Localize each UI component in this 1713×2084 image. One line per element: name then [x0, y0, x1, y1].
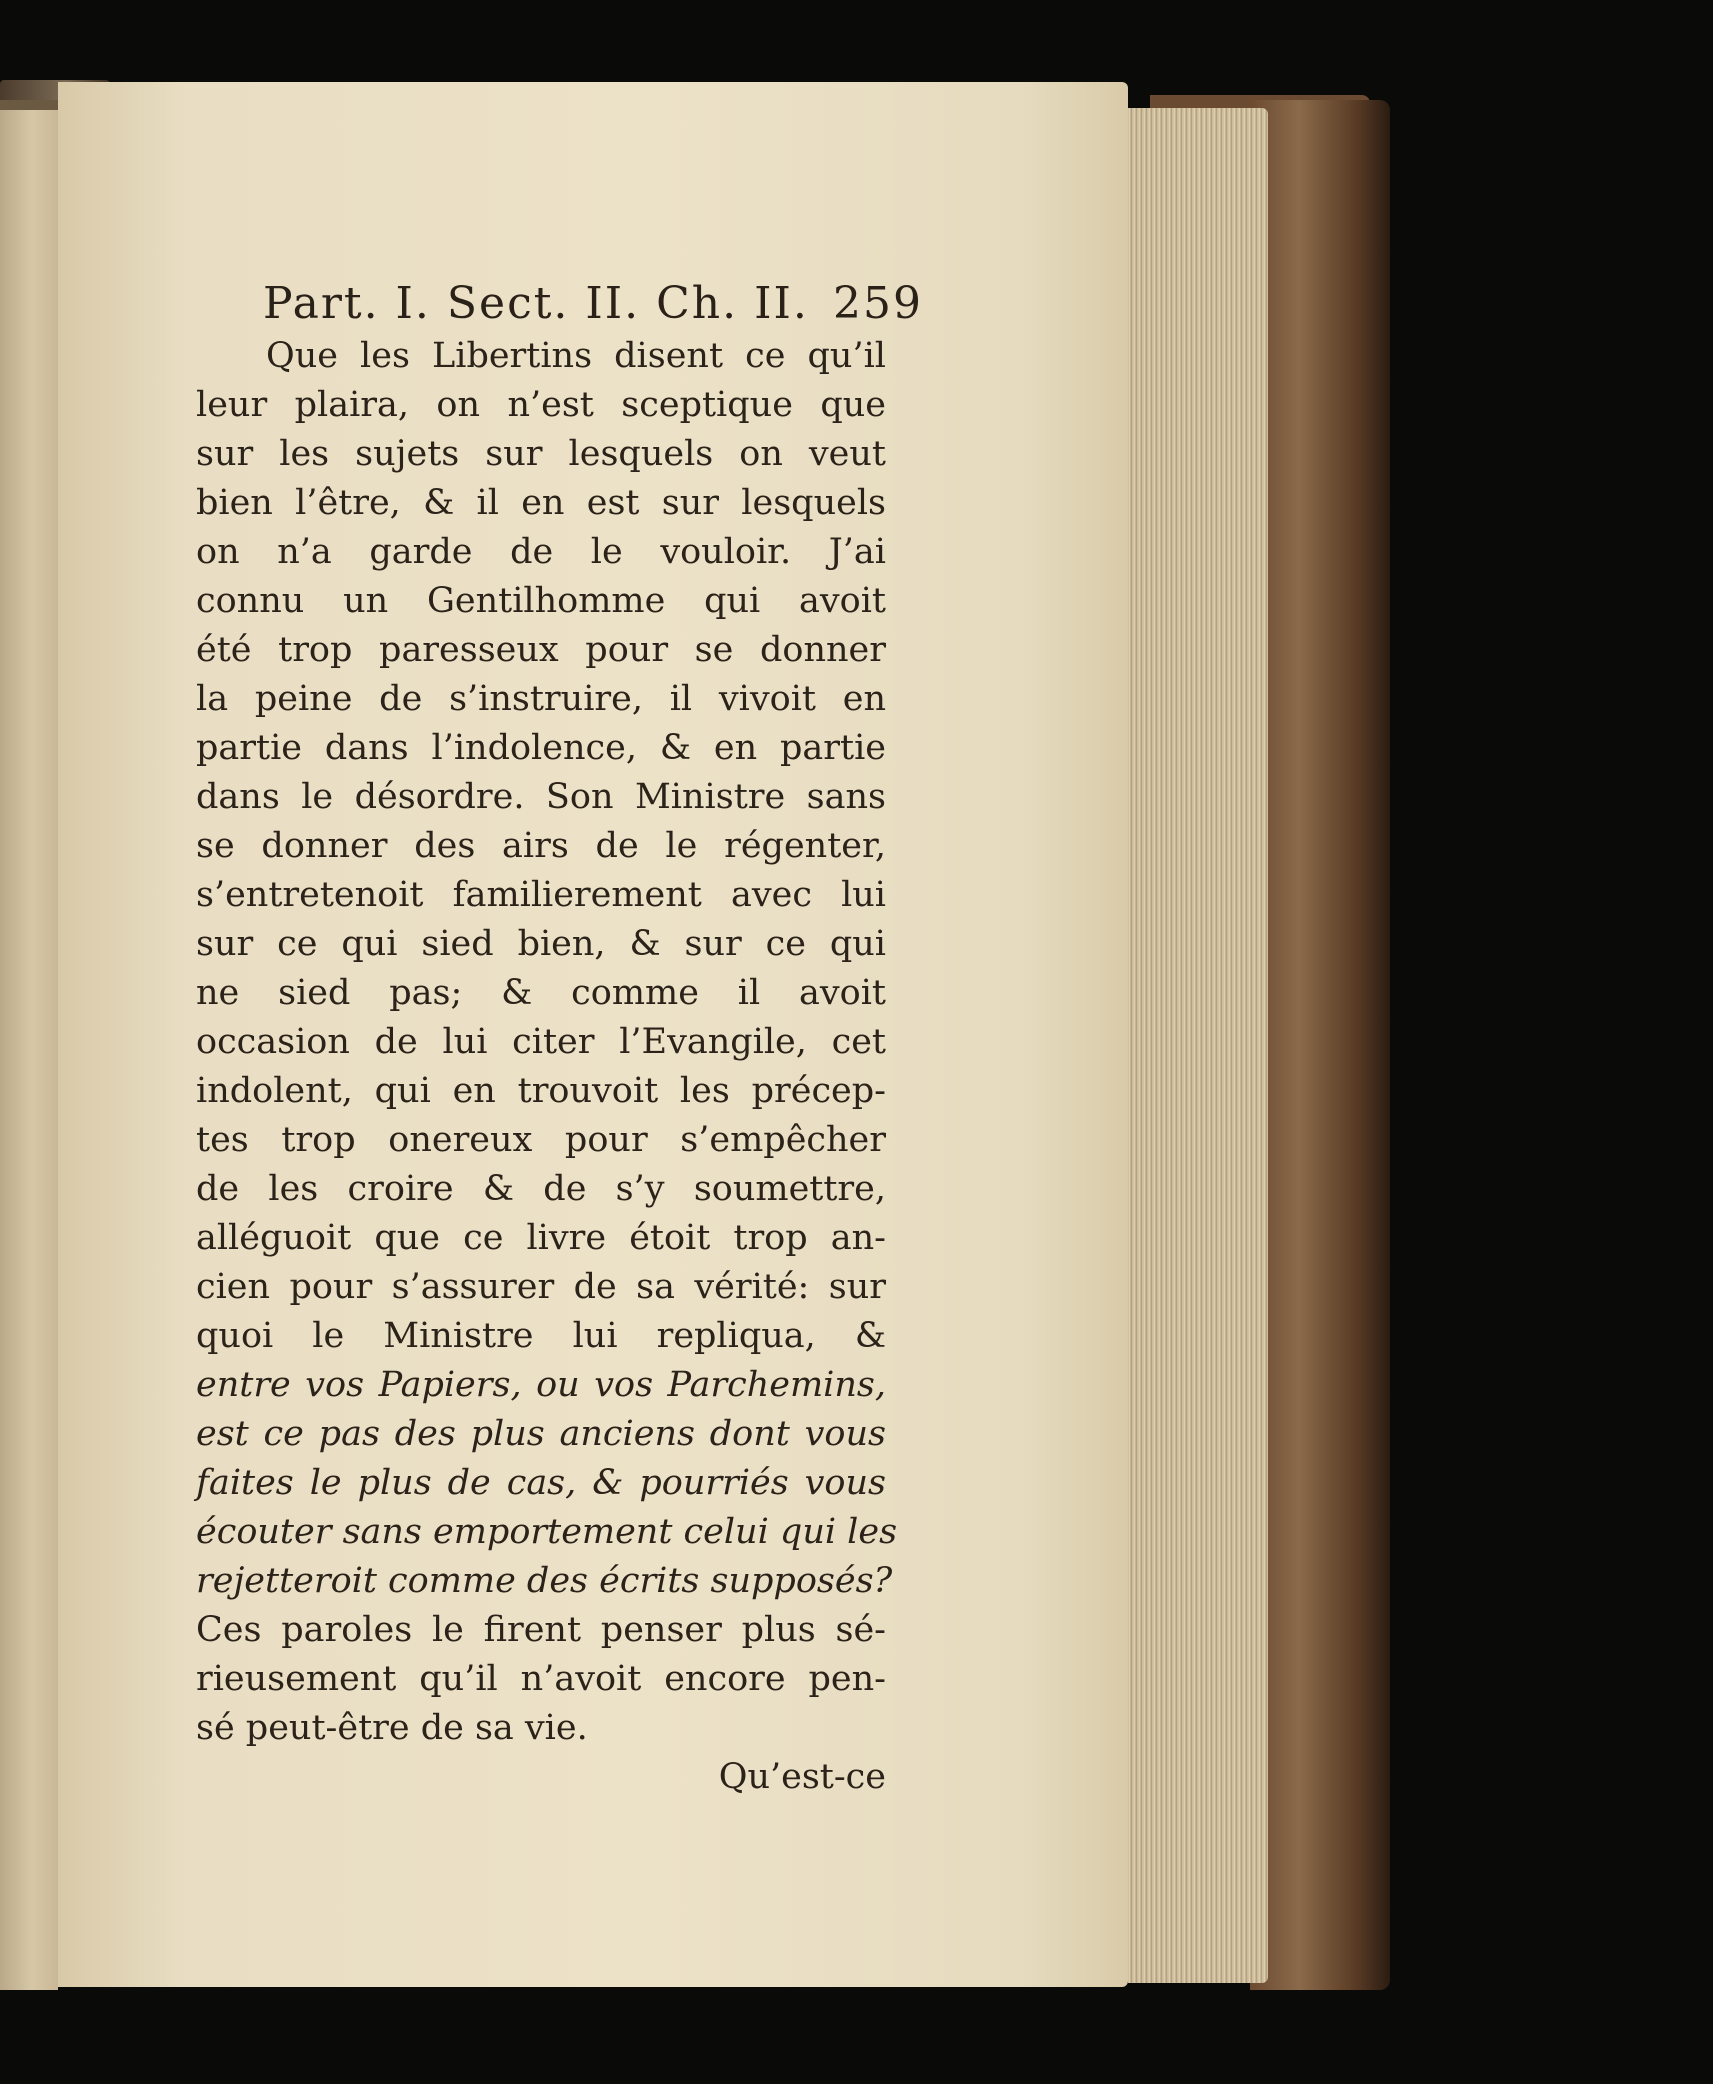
text-line: leur plaira, on n’est sceptique que — [196, 385, 886, 425]
text-line: occasion de lui citer l’Evangile, cet — [196, 1022, 886, 1062]
text-line: connu un Gentilhomme qui avoit — [196, 581, 886, 621]
running-title: Part. I. Sect. II. Ch. II. — [263, 278, 809, 329]
italic-text-line: entre vos Papiers, ou vos Parchemins, — [196, 1365, 886, 1405]
text-line: Ces paroles le firent penser plus sé- — [196, 1610, 886, 1650]
text-line: cien pour s’assurer de sa vérité: sur — [196, 1267, 886, 1307]
catchword: Qu’est-ce — [718, 1757, 886, 1797]
italic-text-line: est ce pas des plus anciens dont vous — [196, 1414, 886, 1454]
page-number: 259 — [833, 278, 923, 329]
text-line: de les croire & de s’y soumettre, — [196, 1169, 886, 1209]
text-line: sé peut-être de sa vie. — [196, 1708, 588, 1748]
text-line: tes trop onereux pour s’empêcher — [196, 1120, 886, 1160]
text-line: Que les Libertins disent ce qu’il — [266, 336, 886, 376]
text-line: indolent, qui en trouvoit les précep- — [196, 1071, 886, 1111]
page-edges-stack — [1128, 108, 1268, 1983]
text-line: dans le désordre. Son Ministre sans — [196, 777, 886, 817]
text-line: partie dans l’indolence, & en partie — [196, 728, 886, 768]
text-line: la peine de s’instruire, il vivoit en — [196, 679, 886, 719]
book-cover-edge — [1250, 100, 1390, 1990]
text-line: rieusement qu’il n’avoit encore pen- — [196, 1659, 886, 1699]
running-header — [263, 278, 923, 329]
text-line: s’entretenoit familierement avec lui — [196, 875, 886, 915]
text-line: sur ce qui sied bien, & sur ce qui — [196, 924, 886, 964]
text-line: ne sied pas; & comme il avoit — [196, 973, 886, 1013]
text-line: été trop paresseux pour se donner — [196, 630, 886, 670]
text-line: on n’a garde de le vouloir. J’ai — [196, 532, 886, 572]
italic-text-line: faites le plus de cas, & pourriés vous — [196, 1463, 886, 1503]
text-line: quoi le Ministre lui repliqua, & — [196, 1316, 886, 1356]
text-line: alléguoit que ce livre étoit trop an- — [196, 1218, 886, 1258]
text-line: sur les sujets sur lesquels on veut — [196, 434, 886, 474]
text-line: se donner des airs de le régenter, — [196, 826, 886, 866]
text-line: bien l’être, & il en est sur lesquels — [196, 483, 886, 523]
right-page — [58, 82, 1128, 1987]
italic-text-line: écouter sans emportement celui qui les — [196, 1512, 898, 1552]
left-page-edge — [0, 100, 58, 1990]
body-text — [196, 332, 898, 1802]
italic-text-line: rejetteroit comme des écrits supposés? — [196, 1561, 893, 1601]
